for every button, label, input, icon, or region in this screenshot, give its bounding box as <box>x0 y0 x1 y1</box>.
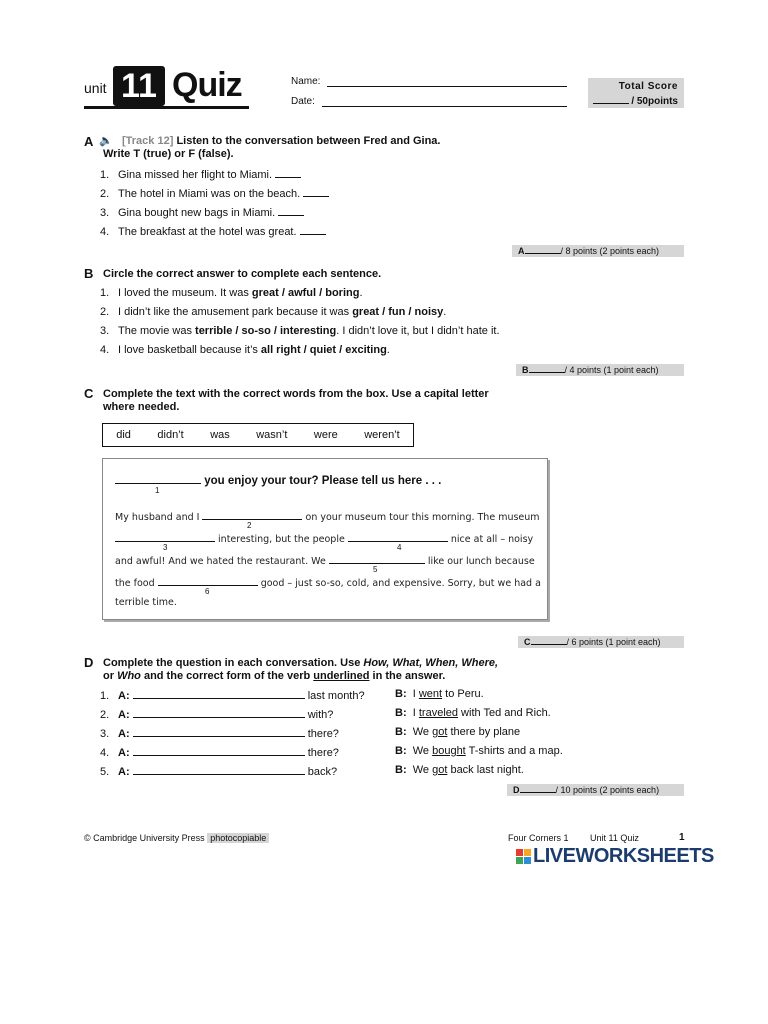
gap-6-blank[interactable] <box>158 575 258 586</box>
section-a-instruction-1: Listen to the conversation between Fred and Gina. <box>176 135 441 147</box>
gap-5-blank[interactable] <box>329 553 425 564</box>
quiz-title: Quiz <box>172 66 242 104</box>
section-b-points: B / 4 points (1 point each) <box>516 364 684 376</box>
section-a-item-4: 4. The breakfast at the hotel was great. <box>100 224 326 238</box>
panel-line-1: My husband and I on your museum tour this morning. The museum <box>115 509 540 523</box>
panel-line-5: terrible time. <box>115 597 177 608</box>
section-c-instruction-1: Complete the text with the correct words from the box. Use a capital letter <box>103 388 489 400</box>
date-field[interactable] <box>322 96 567 107</box>
name-label: Name: <box>291 76 321 87</box>
section-a-points: A / 8 points (2 points each) <box>512 245 684 257</box>
liveworksheets-logo-icon <box>516 849 531 864</box>
total-score-box <box>588 78 684 108</box>
section-b-letter: B <box>84 266 94 281</box>
page-number: 1 <box>679 832 685 843</box>
score-blank[interactable] <box>525 245 561 254</box>
answer-options[interactable]: great / fun / noisy <box>352 306 444 318</box>
score-blank[interactable] <box>531 636 567 645</box>
answer-blank[interactable] <box>300 224 326 235</box>
section-d-answer-3: B: We got there by plane <box>395 726 521 738</box>
score-blank[interactable] <box>520 784 556 793</box>
score-blank[interactable] <box>529 364 565 373</box>
gap-number-3: 3 <box>163 543 168 552</box>
track-label: [Track 12] <box>122 135 174 147</box>
gap-number-6: 6 <box>205 587 210 596</box>
unit-number-badge: 11 <box>113 66 165 106</box>
gap-4-blank[interactable] <box>348 531 448 542</box>
text-panel <box>102 458 548 620</box>
answer-options[interactable]: great / awful / boring <box>251 287 360 299</box>
photocopiable-badge: photocopiable <box>207 833 269 843</box>
gap-3-blank[interactable] <box>115 531 215 542</box>
section-d-item-3: 3. A: there? <box>100 728 339 740</box>
liveworksheets-logo-text: LIVEWORKSHEETS <box>533 845 714 867</box>
section-d-points: D / 10 points (2 points each) <box>507 784 684 796</box>
section-a-item-3: 3. Gina bought new bags in Miami. <box>100 205 304 219</box>
word-box-item: was <box>210 429 230 441</box>
footer-copyright-row <box>84 833 269 843</box>
word-box <box>102 423 414 447</box>
section-b-item-3: 3. The movie was terrible / so-so / interesting. I didn’t love it, but I didn’t hate it. <box>100 325 500 337</box>
answer-options[interactable]: terrible / so-so / interesting <box>195 325 337 337</box>
section-a-instruction-2: Write T (true) or F (false). <box>103 148 234 160</box>
panel-title-row <box>115 473 441 487</box>
section-b-item-1: 1. I loved the museum. It was great / awful / boring. <box>100 287 363 299</box>
total-score-blank[interactable] <box>593 95 629 104</box>
panel-line-4: the food good – just so-so, cold, and expensive. Sorry, but we had a <box>115 575 541 589</box>
audio-icon[interactable]: 🔈 <box>99 135 113 147</box>
total-score-value: / 50points <box>631 96 678 107</box>
liveworksheets-logo[interactable] <box>516 845 714 868</box>
panel-line-3: and awful! And we hated the restaurant. We like our lunch because <box>115 553 535 567</box>
answer-options[interactable]: all right / quiet / exciting <box>260 344 387 356</box>
section-d-letter: D <box>84 655 94 670</box>
section-d-answer-4: B: We bought T-shirts and a map. <box>395 745 563 757</box>
section-d-instruction-1: Complete the question in each conversation. Use How, What, When, Where, <box>103 657 499 669</box>
section-c-points: C / 6 points (1 point each) <box>518 636 684 648</box>
answer-blank[interactable] <box>303 186 329 197</box>
section-c-letter: C <box>84 386 94 401</box>
name-field[interactable] <box>327 76 567 87</box>
answer-blank[interactable] <box>278 205 304 216</box>
gap-number-4: 4 <box>397 543 402 552</box>
section-d-item-2: 2. A: with? <box>100 709 334 721</box>
question-blank[interactable] <box>133 726 305 737</box>
section-d-instruction-2: or Who and the correct form of the verb underlined in the answer. <box>103 670 446 682</box>
date-label: Date: <box>291 96 315 107</box>
question-blank[interactable] <box>133 688 305 699</box>
gap-number-5: 5 <box>373 565 378 574</box>
section-a-letter: A <box>84 134 94 149</box>
gap-2-blank[interactable] <box>202 509 302 520</box>
copyright: © Cambridge University Press <box>84 833 205 843</box>
unit-label: unit <box>84 80 107 96</box>
section-a-item-1: 1. Gina missed her flight to Miami. <box>100 167 301 181</box>
question-blank[interactable] <box>133 764 305 775</box>
total-score-label: Total Score <box>618 81 678 92</box>
section-d-item-4: 4. A: there? <box>100 747 339 759</box>
section-a-item-2: 2. The hotel in Miami was on the beach. <box>100 186 329 200</box>
section-d-item-1: 1. A: last month? <box>100 690 365 702</box>
section-b-item-4: 4. I love basketball because it’s all right / quiet / exciting. <box>100 344 390 356</box>
word-box-item: wasn’t <box>256 429 288 441</box>
word-box-item: were <box>313 429 338 441</box>
question-blank[interactable] <box>133 745 305 756</box>
word-box-item: did <box>116 429 131 441</box>
section-b-instruction: Circle the correct answer to complete each sentence. <box>103 268 382 280</box>
panel-title: you enjoy your tour? Please tell us here . . . <box>204 475 442 487</box>
footer-unit-quiz: Unit 11 Quiz <box>590 833 639 843</box>
gap-number-1: 1 <box>155 486 160 495</box>
title-underline <box>84 106 249 109</box>
word-box-item: didn’t <box>157 429 184 441</box>
gap-1-blank[interactable] <box>115 473 201 484</box>
section-b-item-2: 2. I didn’t like the amusement park because it was great / fun / noisy. <box>100 306 447 318</box>
section-d-answer-5: B: We got back last night. <box>395 764 524 776</box>
section-c-instruction-2: where needed. <box>103 401 180 413</box>
panel-line-2: interesting, but the people nice at all – noisy <box>115 531 533 545</box>
section-d-answer-1: B: I went to Peru. <box>395 688 484 700</box>
question-blank[interactable] <box>133 707 305 718</box>
section-d-item-5: 5. A: back? <box>100 766 338 778</box>
section-a-instruction <box>122 135 440 148</box>
word-box-item: weren’t <box>364 429 400 441</box>
answer-blank[interactable] <box>275 167 301 178</box>
section-d-answer-2: B: I traveled with Ted and Rich. <box>395 707 551 719</box>
gap-number-2: 2 <box>247 521 252 530</box>
footer-book: Four Corners 1 <box>508 833 569 843</box>
